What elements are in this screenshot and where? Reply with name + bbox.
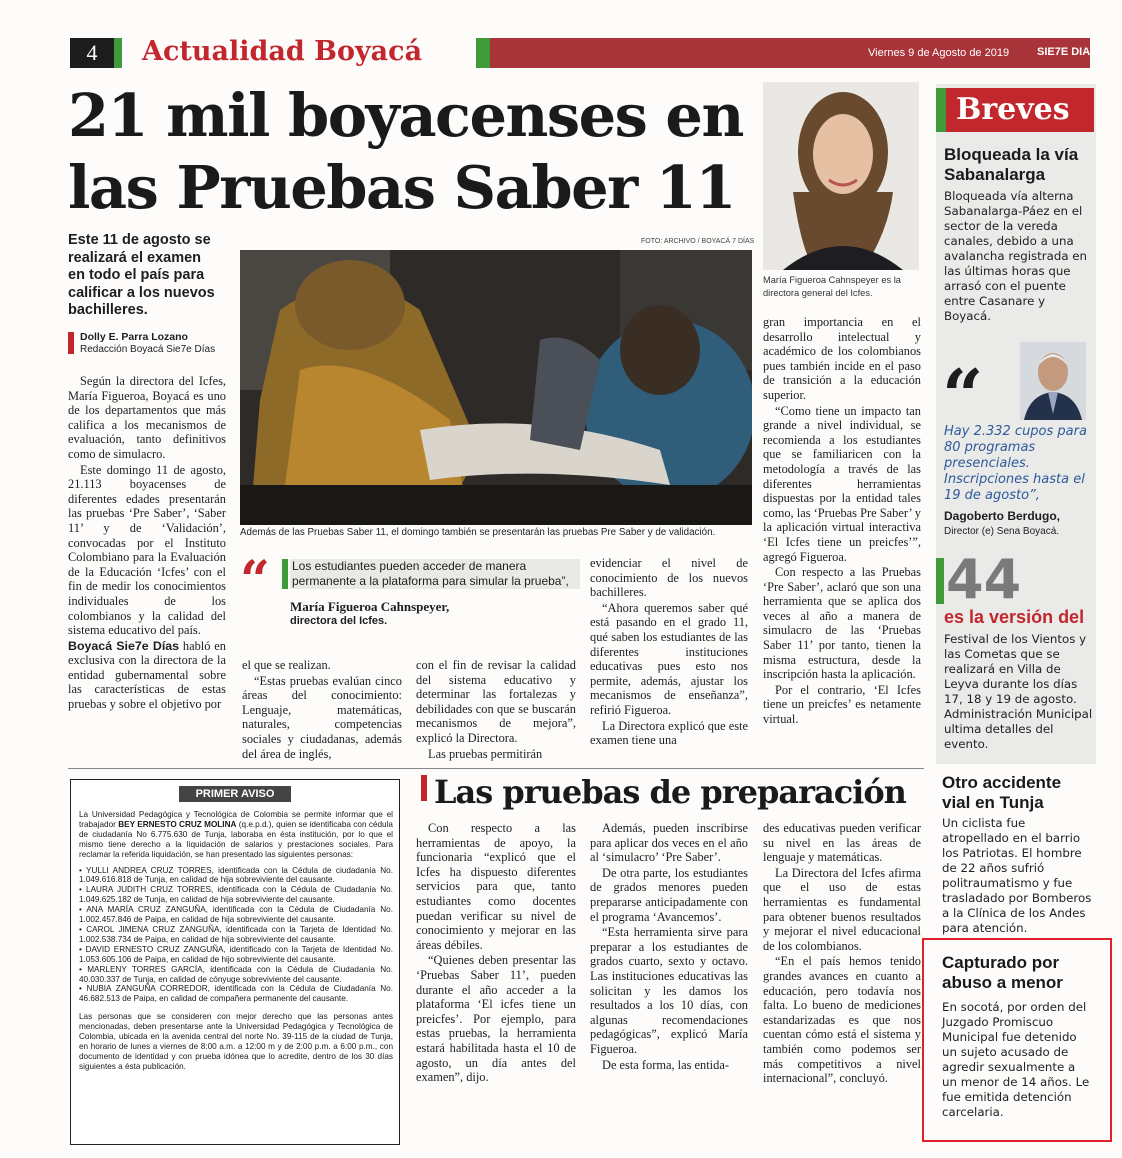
notice-item: • ANA MARÍA CRUZ ZANGUÑA, identificada con la Cédula de Ciudadanía No. 1.002.457.846 de Paipa, en calidad de hija sobreviviente del causante. [79,905,393,925]
students-photo-graphic [240,250,752,525]
lead-text [68,232,238,320]
section-title: Actualidad Boyacá [142,36,423,67]
quote-name: María Figueroa Cahnspeyer, [290,599,450,614]
paragraph: “Ahora queremos saber qué está pasando en el grado 11, qué saben los estudiantes de las diferentes instituciones educativas pues esto nos permite, además, ajustar los mecanismos de enseñanza”, refirió Figueroa. [590,600,748,717]
man-portrait-graphic [1020,342,1086,420]
paragraph: Según la directora del Icfes, María Figueroa, Boyacá es uno de los departamentos que más califica a los mecanismos de evaluación, tanto definitivos como de simulacro. [68,374,226,461]
lead-line: bachilleres. [68,302,148,319]
green-marker [114,38,122,68]
quote-role: directora del Icfes. [290,615,388,627]
lead-line: realizará el examen [68,249,202,266]
sidebar-number-bar [936,558,944,604]
paragraph: Las pruebas permitirán [428,746,543,761]
pull-quote [240,550,580,653]
paragraph: el que se realizan. [242,658,331,672]
paragraph: La Directora del Icfes afirma que el uso de estas herramientas es fundamental para obtener buenos resultados y mejorar el nivel educacional de los colombianos. [763,865,921,953]
second-title: Las pruebas de preparación [434,773,906,811]
header-brand: SIE7E DIAS [1037,46,1098,58]
article-column-5 [763,315,921,762]
notice-intro-a: La Universidad Pedagógica y Tecnológica de Colombia se permite informar que el trabajador [79,810,393,829]
sidebar-quote-photo [1020,342,1086,420]
paragraph: De esta forma, las entida- [602,1057,729,1072]
paragraph: Este domingo 11 de agosto, 21.113 boyacenses de diferentes edades presentarán las pruebas ‘Pre Saber’, ‘Saber 11’ y de ‘Validación’, convocadas por el Instituto Colombiano para la Evaluación de la Educación ‘Icfes’ con el fin de medir los conocimientos individuales de los colombianos y la calidad del sistema educativo del país. [68,462,226,638]
notice-closing: Las personas que se consideren con mejor derecho que las personas antes mencionadas, deben presentarse ante la Universidad Pedagógica y Tecnológica de Colombia, ubicada en la avenida central del norte No. 39-115 de la ciudad de Tunja, en horario de lunes a viernes de 8:00 a.m. a 12:00 m y de 2:00 p.m. a 6:00 p.m., con documento de identidad y con prueba idónea que lo acredite, dentro de los 30 días siguientes a ésta publicación. [79,1012,393,1071]
notice-intro-name: BEY ERNESTO CRUZ MOLINA [118,819,237,829]
brief-1-text: Bloqueada vía alterna Sabanalarga-Páez en el sector de la vereda canales, debido a una avalancha registrada en las últimas horas que arrasó con el puente entre Casanare y Boyacá. [944,189,1088,323]
header-date: Viernes 9 de Agosto de 2019 [868,47,1010,59]
notice-item: • LAURA JUDITH CRUZ TORRES, identificada con la Cédula de Ciudadanía No. 1.049.625.182 de Tunja, en calidad de hija sobreviviente del causante. [79,885,393,905]
portrait-photo [763,82,919,270]
big-number: 44 [946,548,1022,611]
brief-3-title: Capturado por abuso a menor [942,953,1063,992]
paragraph: des educativas pueden verificar su nivel en las áreas de lenguaje y matemáticas. [763,821,921,865]
paragraph [68,639,226,712]
paragraph: Con respecto a las herramientas de apoyo, la funcionaria “explicó que el Icfes ha dispuesto diferentes servicios para que, tanto estudiantes como docentes puedan verificar su nivel de conocimiento y mejorar en las áreas débiles. [416,821,576,952]
page-number-box [70,38,114,68]
portrait-graphic [763,82,919,270]
header-green-bar [476,38,490,68]
paragraph-text: habló en exclusiva con la directora de la entidad gubernamental sobre las características de estas pruebas y sobre el objetivo por [68,638,226,712]
paragraph: gran importancia en el desarrollo intelectual y académico de los colombianos pues también incide en el paso de transición a la educación superior. [763,315,921,402]
lead-line: Este 11 de agosto se [68,232,211,248]
second-title-marker [421,775,427,801]
paragraph: Con respecto a las Pruebas ‘Pre Saber’, aclaró que son una herramienta que se aplica dos veces al año a manera de simulacro de las ‘Pruebas Saber 11’ por tanto, tienen la misma estructura, desde la inscripción hasta la aplicación. [763,565,921,682]
paragraph: “Como tiene un impacto tan grande a nivel individual, se recomienda a los estudiantes que se familiaricen con la metodología a través de las diferentes herramientas dispuestas por la entidad tales como, las ‘Pruebas Pre Saber’ y la aplicación virtual interactiva ‘El Icfes tiene un preicfes’”, agregó Figueroa. [763,403,921,564]
paragraph: “Esta herramienta sirve para preparar a los estudiantes de grados cuarto, sexto y octavo. Las instituciones educativas las solicitan y les damos los resultados a los 10 días, con algunas recomendaciones pedagógicas”, explicó María Figueroa. [590,925,748,1056]
sidebar-quote-text: Hay 2.332 cupos para 80 programas presenciales. Inscripciones hasta el 19 de agosto”, [944,424,1087,503]
brief-2-title: Otro accidente vial en Tunja [942,773,1062,812]
notice-intro-b: (q.e.p.d.), quien se identificaba con cédula de ciudadanía No 6.775.630 de Tunja, laboraba en ésta institución, por lo que el mismo tiene derecho a la liquidación de salarios y prestaciones sociales. Para reclamar la referida liquidación, se han presentado las siguientes personas: [79,819,393,859]
notice-title: PRIMER AVISO [179,786,291,802]
article-column-2 [242,658,402,762]
article-column-1 [68,374,226,762]
paragraph: “Quienes deben presentar las ‘Pruebas Saber 11’, pueden durante el año acceder a la plataforma ‘El icfes tiene un preicfes’. Por ejemplo, para estas pruebas, la herramienta estará habilitada hasta el 10 de agosto, un día antes del examen”, dijo. [416,953,576,1085]
legal-notice [70,779,400,1145]
quote-text: Los estudiantes pueden acceder de manera permanente a la plataforma para simular la prueba”, [290,559,580,589]
sidebar-green-strip [936,88,946,132]
brief-2-text: Un ciclista fue atropellado en el barrio los Patriotas. El hombre de 22 años sufrió politraumatismo y fue trasladado por Bomberos a la Clínica de los Andes para atención. [942,816,1092,935]
page-number: 4 [86,40,98,65]
sidebar-quote-name: Dagoberto Berdugo, [944,509,1060,523]
lead-line: en todo el país para [68,267,205,284]
notice-body [79,810,393,1072]
second-column-3 [763,821,921,1146]
headline-line-2: las Pruebas Saber 11 [68,153,735,222]
students-photo [240,250,752,525]
byline-role: Redacción Boyacá Sie7e Días [80,344,216,355]
second-column-1 [416,821,576,1146]
brief-1-title: Bloqueada la vía Sabanalarga [944,145,1079,184]
lead-line: calificar a los nuevos [68,284,215,301]
notice-item: • YULLI ANDREA CRUZ TORRES, identificada con la Cédula de ciudadanía No. 1.049.616.818 de Tunja, en calidad de hija sobreviviente del causante. [79,865,393,885]
quote-bar [282,559,288,589]
paragraph-lead-bold: Boyacá Sie7e Días [68,638,180,653]
notice-item: • MARLENY TORRES GARCÍA, identificada con la Cédula de Ciudadanía No. 40.030.337 de Tunja, en calidad de cónyuge sobreviviente del causante. [79,964,393,984]
portrait-caption: María Figueroa Cahnspeyer es la directora general del Icfes. [763,275,901,298]
paragraph: La Directora explicó que este examen tiene una [590,718,748,748]
sidebar-quote-role: Director (e) Sena Boyacá. [944,526,1060,537]
photo-caption: Además de las Pruebas Saber 11, el domingo también se presentarán las pruebas Pre Saber y de validación. [240,527,716,538]
brief-3-text: En socotá, por orden del Juzgado Promiscuo Municipal fue detenido un sujeto acusado de agredir sexualmente a un menor de 14 años. Le fue emitida detención carcelaria. [942,1000,1090,1119]
paragraph: con el fin de revisar la calidad del sistema educativo y determinar las fortalezas y debilidades con que se buscarán mecanismos de mejora”, explicó la Directora. [416,658,576,745]
section-divider [68,768,924,769]
notice-item: • NUBIA ZANGUÑA CORREDOR, identificada con la Cédula de Ciudadanía No. 46.682.513 de Paipa, en calidad de compañera permanente del causante. [79,984,393,1004]
notice-item: • DAVID ERNESTO CRUZ ZANGUÑA, identificado con la Tarjeta de Identidad No. 1.053.605.106 de Paipa, en calidad de hijo sobreviviente del causante. [79,944,393,964]
notice-intro [79,810,393,860]
number-label: es la versión del [944,607,1085,627]
article-column-4 [590,556,748,762]
photo-credit: FOTO: ARCHIVO / BOYACÁ 7 DÍAS [641,238,755,245]
byline-author: Dolly E. Parra Lozano [80,331,188,343]
sidebar-quote-marks-icon: “ [942,353,984,438]
paragraph: Además, pueden inscribirse para aplicar dos veces en el año al ‘simulacro’ ‘Pre Saber’. [590,821,748,865]
paragraph: “En el país hemos tenido grandes avances en cuanto a educación, pero todavía nos falta. Lo bueno de mediciones estandarizadas es que nos cuentan cómo está el sistema y también como podemos ser más competitivos a nivel internacional”, concluyó. [763,954,921,1086]
byline-marker [68,332,74,354]
paragraph: Por el contrario, ‘El Icfes tiene un preicfes’ es netamente virtual. [763,682,921,727]
headline-line-1: 21 mil boyacenses en [68,81,743,150]
second-column-2 [590,821,748,1146]
paragraph: evidenciar el nivel de conocimiento de los nuevos bachilleres. [590,556,748,600]
notice-item: • CAROL JIMENA CRUZ ZANGUÑA, identificada con la Tarjeta de Identidad No. 1.002.538.734 de Paipa, en calidad de hija sobreviviente del causante. [79,924,393,944]
article-column-3 [416,658,576,762]
number-text: Festival de los Vientos y las Cometas que se realizará en Villa de Leyva durante los días 17, 18 y 19 de agosto. Administración Municipal ultima detalles del evento. [944,632,1093,751]
quote-marks-icon: “ [240,550,270,611]
paragraph: De otra parte, los estudiantes de grados menores pueden prepararse anticipadamente con el programa ‘Avancemos’. [590,865,748,924]
breves-title: Breves [956,92,1070,127]
paragraph: “Estas pruebas evalúan cinco áreas del conocimiento: Lenguaje, matemáticas, naturales, competencias sociales y ciudadanas, además del área de inglés, [242,673,402,761]
